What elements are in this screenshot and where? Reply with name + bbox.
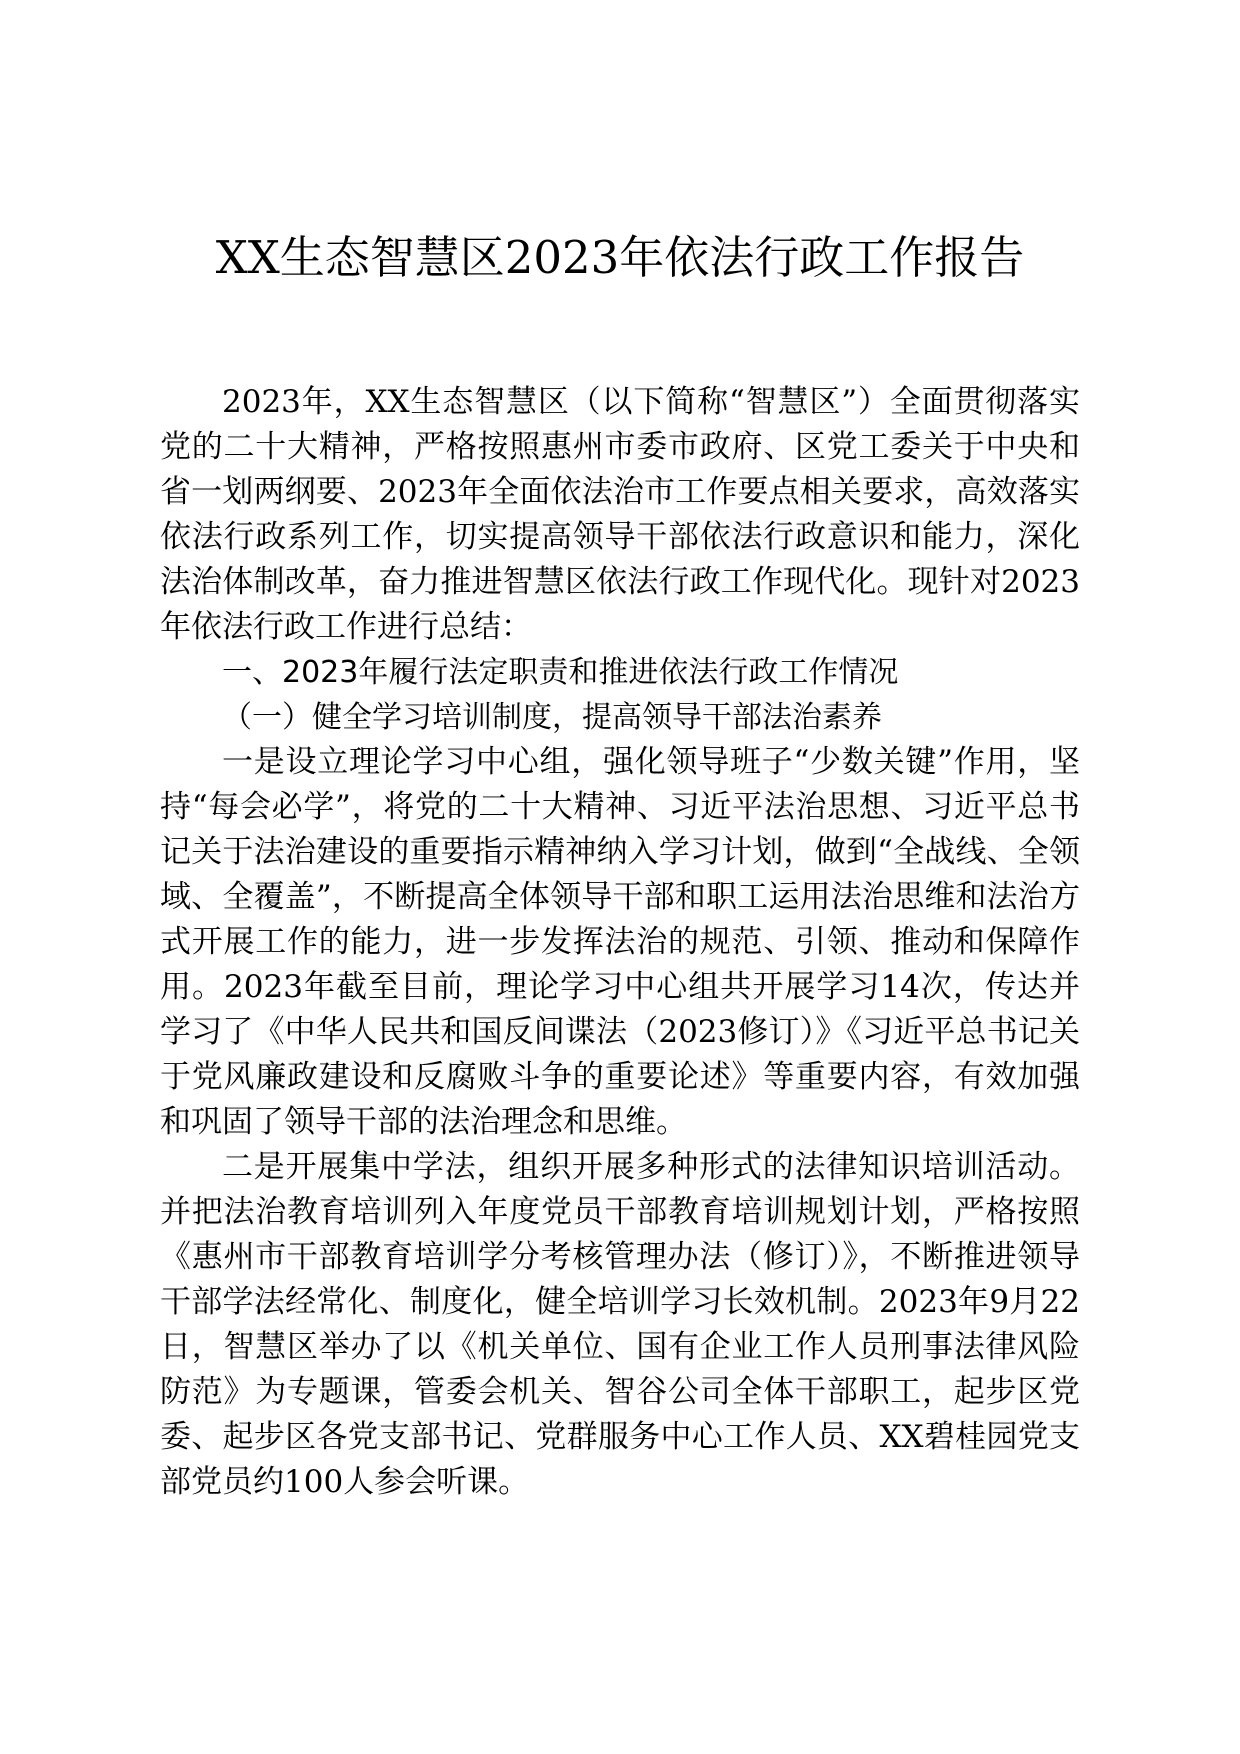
subsection-heading: （一）健全学习培训制度，提高领导干部法治素养 [222, 700, 882, 735]
document-body [160, 380, 1080, 1505]
body-paragraph-2: 二是开展集中学法，组织开展多种形式的法律知识培训活动。并把法治教育培训列入年度党员干部教育培训规划计划，严格按照《惠州市干部教育培训学分考核管理办法（修订）》，不断推进领导干部学法经常化、制度化，健全培训学习长效机制。2023年9月22日，智慧区举办了以《机关单位、国有企业工作人员刑事法律风险防范》为专题课，管委会机关、智谷公司全体干部职工，起步区党委、起步区各党支部书记、党群服务中心工作人员、XX碧桂园党支部党员约100人参会听课。 [160, 1149, 1080, 1500]
section-heading: 一、2023年履行法定职责和推进依法行政工作情况 [222, 655, 899, 690]
intro-paragraph: 2023年，XX生态智慧区（以下简称“智慧区”）全面贯彻落实党的二十大精神，严格按照惠州市委市政府、区党工委关于中央和省一划两纲要、2023年全面依法治市工作要点相关要求，高效落实依法行政系列工作，切实提高领导干部依法行政意识和能力，深化法治体制改革，奋力推进智慧区依法行政工作现代化。现针对2023年依法行政工作进行总结： [160, 384, 1080, 645]
body-paragraph-1: 一是设立理论学习中心组，强化领导班子“少数关键”作用，坚持“每会必学”，将党的二十大精神、习近平法治思想、习近平总书记关于法治建设的重要指示精神纳入学习计划，做到“全战线、全领域、全覆盖”，不断提高全体领导干部和职工运用法治思维和法治方式开展工作的能力，进一步发挥法治的规范、引领、推动和保障作用。2023年截至目前，理论学习中心组共开展学习14次，传达并学习了《中华人民共和国反间谍法（2023修订）》《习近平总书记关于党风廉政建设和反腐败斗争的重要论述》等重要内容，有效加强和巩固了领导干部的法治理念和思维。 [160, 744, 1080, 1140]
document-title: XX生态智慧区2023年依法行政工作报告 [215, 231, 1025, 284]
